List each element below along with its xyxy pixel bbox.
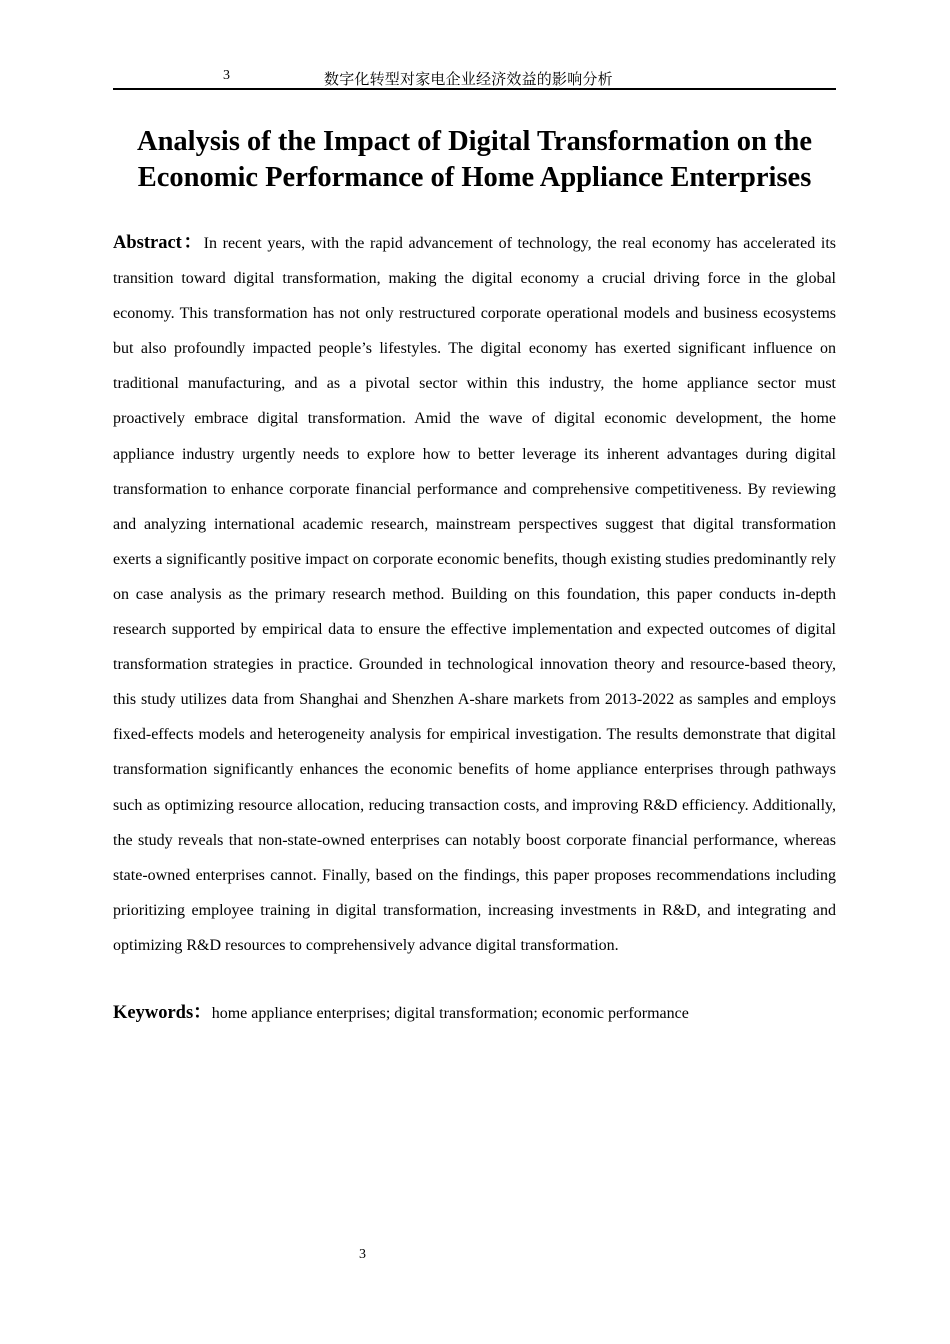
page-header xyxy=(113,66,836,90)
paper-title xyxy=(113,124,836,196)
paper-title-line-2: Economic Performance of Home Appliance Enterprises xyxy=(137,162,812,193)
header-page-number: 3 xyxy=(223,68,230,83)
running-title: 数字化转型对家电企业经济效益的影响分析 xyxy=(324,72,613,88)
abstract-label-text: Abstract xyxy=(113,233,182,253)
keywords-label-colon: ： xyxy=(193,1003,212,1023)
keywords-text: home appliance enterprises; digital transformation; economic performance xyxy=(211,1005,689,1022)
abstract-label xyxy=(113,233,204,253)
keywords-paragraph xyxy=(113,998,836,1029)
keywords-label-text: Keywords xyxy=(113,1003,194,1023)
abstract-label-colon: ： xyxy=(181,233,204,253)
paper-title-line-1: Analysis of the Impact of Digital Transformation on the xyxy=(136,126,813,157)
keywords-label xyxy=(113,1003,212,1023)
footer-page-number: 3 xyxy=(359,1247,366,1262)
abstract-paragraph xyxy=(113,226,836,963)
abstract-text: In recent years, with the rapid advancement of technology, the real economy has accelerated its transition toward digital transformation, making the digital economy a crucial driving force in the global economy. This transformation has not only restructured corporate operational models and business ecosystems but also profoundly impacted people’s lifestyles. The digital economy has exerted significant influence on traditional manufacturing, and as a pivotal sector within this industry, the home appliance sector must proactively embrace digital transformation. Amid the wave of digital economic development, the home appliance industry urgently needs to explore how to better leverage its inherent advantages during digital transformation to enhance corporate financial performance and comprehensive competitiveness. By reviewing and analyzing international academic research, mainstream perspectives suggest that digital transformation exerts a significantly positive impact on corporate economic benefits, though existing studies predominantly rely on case analysis as the primary research method. Building on this foundation, this paper conducts in-depth research supported by empirical data to ensure the effective implementation and expected outcomes of digital transformation strategies in practice. Grounded in technological innovation theory and resource-based theory, this study utilizes data from Shanghai and Shenzhen A-share markets from 2013-2022 as samples and employs fixed-effects models and heterogeneity analysis for empirical investigation. The results demonstrate that digital transformation significantly enhances the economic benefits of home appliance enterprises through pathways such as optimizing resource allocation, reducing transaction costs, and improving R&D efficiency. Additionally, the study reveals that non-state-owned enterprises can notably boost corporate financial performance, whereas state-owned enterprises cannot. Finally, based on the findings, this paper proposes recommendations including prioritizing employee training in digital transformation, increasing investments in R&D, and integrating and optimizing R&D resources to comprehensively advance digital transformation. xyxy=(113,235,836,954)
